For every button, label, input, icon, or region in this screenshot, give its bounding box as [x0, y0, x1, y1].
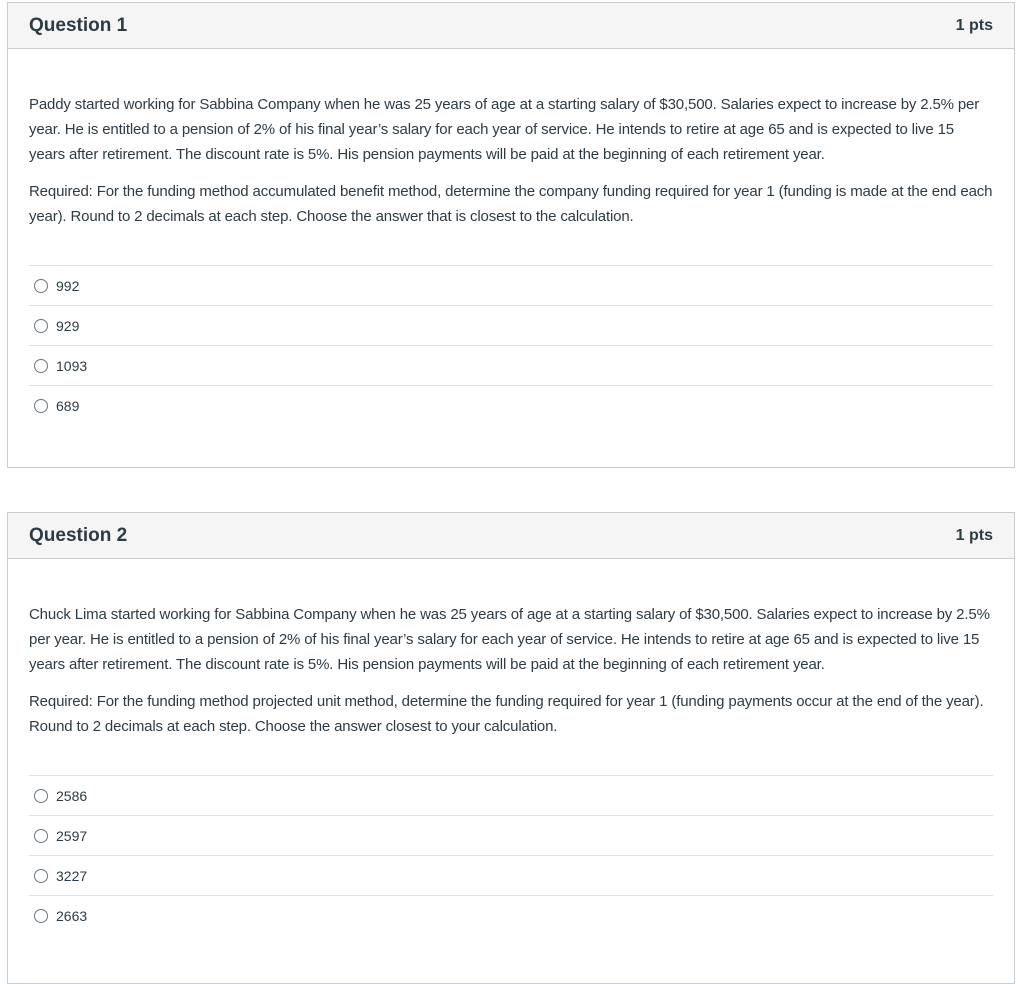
question-header [8, 3, 1014, 49]
option-label: 929 [56, 317, 80, 334]
question-points: 1 pts [955, 526, 993, 544]
radio-button[interactable] [34, 869, 48, 883]
radio-button[interactable] [34, 399, 48, 413]
radio-button[interactable] [34, 829, 48, 843]
question-1 [7, 2, 1015, 468]
option-label: 2663 [56, 907, 88, 924]
option-label: 1093 [56, 357, 88, 374]
option-label: 689 [56, 397, 80, 414]
radio-button[interactable] [34, 789, 48, 803]
question-required: Required: For the funding method accumulated benefit method, determine the company funding required for year 1 (funding is made at the end each year). Round to 2 decimals at each step. Choose the answer that is closest to the calculation. [29, 183, 993, 225]
option-label: 992 [56, 277, 80, 294]
question-header [8, 513, 1014, 559]
radio-button[interactable] [34, 319, 48, 333]
answer-options [29, 265, 993, 425]
answer-option[interactable] [29, 775, 993, 815]
answer-option[interactable] [29, 895, 993, 935]
answer-option[interactable] [29, 265, 993, 305]
answer-options [29, 775, 993, 935]
answer-option[interactable] [29, 815, 993, 855]
radio-button[interactable] [34, 909, 48, 923]
question-title: Question 1 [29, 14, 128, 36]
radio-button[interactable] [34, 359, 48, 373]
question-text: Paddy started working for Sabbina Company when he was 25 years of age at a starting salary of $30,500. Salaries expect to increase by 2.5% per year. He is entitled to a pension of 2% of his final year’s salary for each year of service. He intends to retire at age 65 and is expected to live 15 years after retirement. The discount rate is 5%. His pension payments will be paid at the beginning of each retirement year. [29, 96, 980, 163]
option-label: 2586 [56, 787, 88, 804]
question-required: Required: For the funding method projected unit method, determine the funding required for year 1 (funding payments occur at the end of the year). Round to 2 decimals at each step. Choose the answer closest to your calculation. [29, 693, 984, 735]
question-text: Chuck Lima started working for Sabbina Company when he was 25 years of age at a starting salary of $30,500. Salaries expect to increase by 2.5% per year. He is entitled to a pension of 2% of his final year’s salary for each year of service. He intends to retire at age 65 and is expected to live 15 years after retirement. The discount rate is 5%. His pension payments will be paid at the beginning of each retirement year. [29, 606, 990, 673]
answer-option[interactable] [29, 305, 993, 345]
answer-option[interactable] [29, 345, 993, 385]
answer-option[interactable] [29, 855, 993, 895]
radio-button[interactable] [34, 279, 48, 293]
option-label: 3227 [56, 867, 88, 884]
question-2 [7, 512, 1015, 984]
answer-option[interactable] [29, 385, 993, 425]
option-label: 2597 [56, 827, 88, 844]
question-title: Question 2 [29, 524, 128, 546]
question-points: 1 pts [955, 16, 993, 34]
